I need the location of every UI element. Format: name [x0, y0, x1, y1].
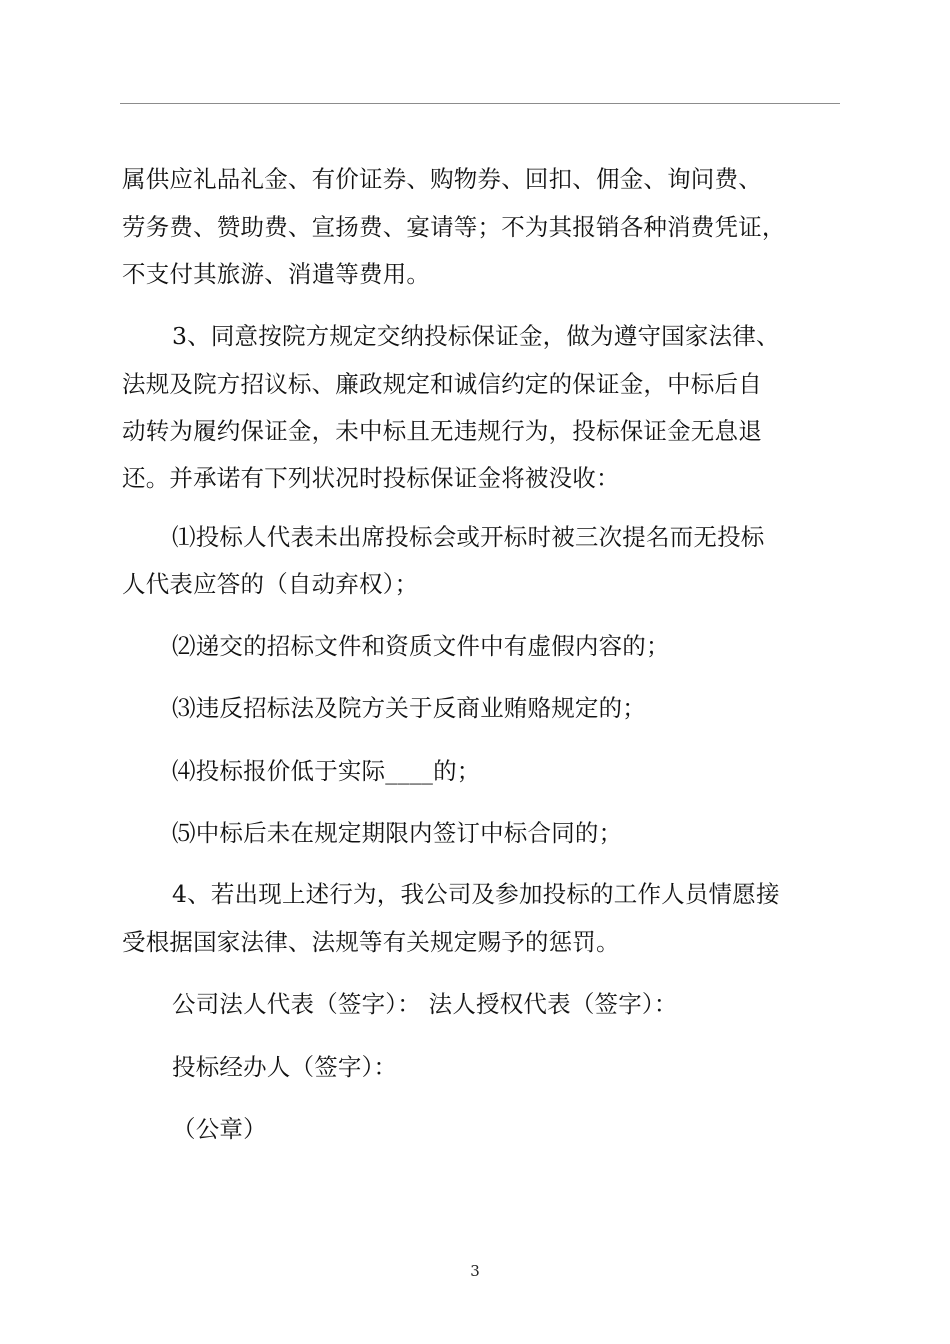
clause-4-line: 4、若出现上述行为，我公司及参加投标的工作人员情愿接: [172, 880, 780, 908]
forfeit-item-1-cont: 人代表应答的（自动弃权）；: [122, 570, 419, 598]
body-text-line: 属供应礼品礼金、有价证券、购物券、回扣、佣金、询问费、: [122, 165, 762, 193]
clause-3-line: 法规及院方招议标、廉政规定和诚信约定的保证金，中标后自: [122, 370, 762, 398]
clause-3-line: 动转为履约保证金，未中标且无违规行为，投标保证金无息退: [122, 417, 762, 445]
clause-3-line: 3、同意按院方规定交纳投标保证金，做为遵守国家法律、: [172, 322, 780, 350]
signature-agent: 投标经办人（签字）：: [172, 1053, 398, 1081]
body-text-line: 劳务费、赞助费、宣扬费、宴请等；不为其报销各种消费凭证，: [122, 213, 786, 241]
page-number: 3: [470, 1262, 480, 1280]
clause-3-line: 还。并承诺有下列状况时投标保证金将被没收：: [122, 464, 620, 492]
forfeit-item-1: ⑴投标人代表未出席投标会或开标时被三次提名而无投标: [172, 523, 765, 551]
clause-4-line: 受根据国家法律、法规等有关规定赐予的惩罚。: [122, 928, 620, 956]
forfeit-item-2: ⑵递交的招标文件和资质文件中有虚假内容的；: [172, 632, 670, 660]
official-seal-label: （公章）: [172, 1115, 267, 1143]
body-text-line: 不支付其旅游、消遣等费用。: [122, 260, 431, 288]
header-rule: [120, 103, 840, 104]
forfeit-item-5: ⑸中标后未在规定期限内签订中标合同的；: [172, 819, 623, 847]
forfeit-item-4: ⑷投标报价低于实际____的；: [172, 757, 481, 785]
forfeit-item-3: ⑶违反招标法及院方关于反商业贿赂规定的；: [172, 694, 646, 722]
signature-legal-rep: 公司法人代表（签字）： 法人授权代表（签字）：: [172, 990, 678, 1018]
